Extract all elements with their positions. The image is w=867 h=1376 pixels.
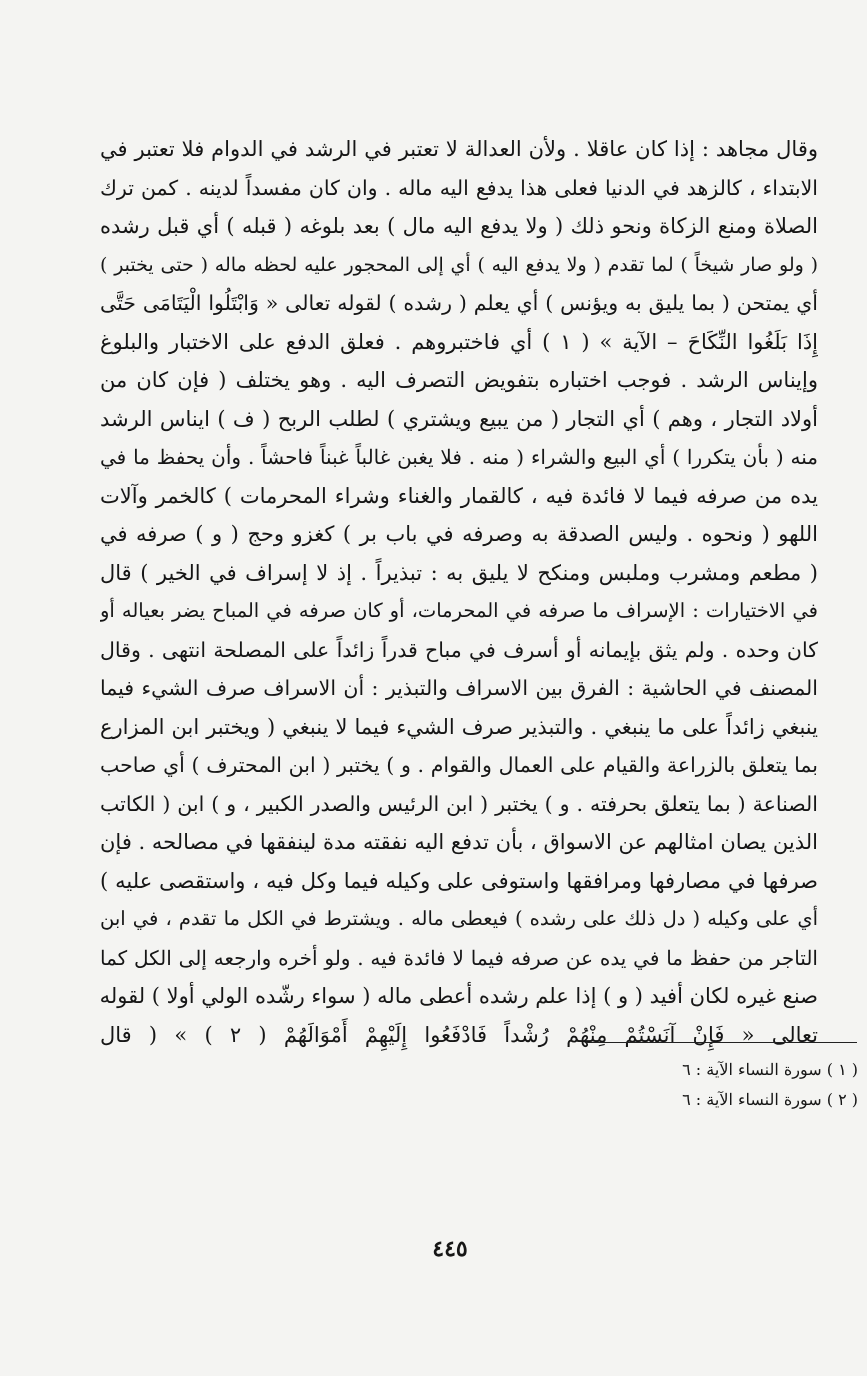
text-line: المصنف في الحاشية : الفرق بين الاسراف والتبذير : أن الاسراف صرف الشيء فيما bbox=[100, 676, 818, 700]
text-line: إِذَا بَلَغُوا النِّكَاحَ – الآية » ( ١ ) أي فاختبروهم . فعلق الدفع على الاختبار والبلوغ bbox=[100, 329, 818, 354]
text-line: أولاد التجار ، وهم ) أي التجار ( من يبيع ويشتري ) لطلب الربح ( ف ) ايناس الرشد bbox=[100, 406, 818, 431]
text-line: اللهو ( ونحوه . وليس الصدقة به وصرفه في باب بر ) كغزو وحج ( و ) صرفه في bbox=[100, 522, 818, 546]
text-line: الابتداء ، كالزهد في الدنيا فعلى هذا يدفع اليه ماله . وان كان مفسداً لدينه . كمن ترك bbox=[100, 175, 818, 200]
text-line: الصناعة ( بما يتعلق بحرفته . و ) يختبر ( ابن الرئيس والصدر الكبير ، و ) ابن ( الكاتب bbox=[100, 791, 818, 816]
text-line: بما يتعلق بالزراعة والقيام على العمال والقوام . و ) يختبر ( ابن المحترف ) أي صاحب bbox=[100, 753, 818, 777]
main-text-block bbox=[100, 130, 818, 1054]
text-line: ينبغي زائداً على ما ينبغي . والتبذير صرف الشيء فيما لا ينبغي ( ويختبر ابن المزارع bbox=[100, 714, 818, 739]
text-line: أي على وكيله ( دل ذلك على رشده ) فيعطى ماله . ويشترط في الكل ما تقدم ، في ابن bbox=[100, 907, 818, 930]
text-line: تعالى « فَإِنْ آنَسْتُمْ مِنْهُمْ رُشْداً فَادْفَعُوا إِلَيْهِمْ أَمْوَالَهُمْ ( ٢ ) » ( قال bbox=[100, 1022, 818, 1047]
text-line: الصلاة ومنع الزكاة ونحو ذلك ( ولا يدفع اليه مال ) بعد بلوغه ( قبله ) أي قبل رشده bbox=[100, 214, 818, 238]
text-line: الذين يصان امثالهم عن الاسواق ، بأن تدفع اليه نفقته مدة لينفقها في مصالحه . فإن bbox=[100, 830, 818, 854]
footnote-divider bbox=[585, 1042, 857, 1043]
text-line: صنع غيره لكان أفيد ( و ) إذا علم رشده أعطى ماله ( سواء رشّده الولي أولا ) لقوله bbox=[100, 984, 818, 1008]
text-line: في الاختيارات : الإسراف ما صرفه في المحرمات، أو كان صرفه في المباح يضر بعياله أو bbox=[100, 599, 818, 622]
footnote-1: ( ١ ) سورة النساء الآية : ٦ bbox=[682, 1060, 858, 1079]
text-line: أي يمتحن ( بما يليق به ويؤنس ) أي يعلم ( رشده ) لقوله تعالى « وَابْتَلُوا الْيَتَامَى حَتَّى bbox=[100, 291, 818, 315]
text-line: ( ولو صار شيخاً ) لما تقدم ( ولا يدفع اليه ) أي إلى المحجور عليه لحظه ماله ( حتى يختبر ) bbox=[100, 253, 818, 276]
text-line: يده من صرفه فيما لا فائدة فيه ، كالقمار والغناء وشراء المحرمات ) كالخمر وآلات bbox=[100, 483, 818, 508]
text-line: منه ( بأن يتكررا ) أي البيع والشراء ( منه . فلا يغبن غالباً غبناً فاحشاً . وأن يحفظ ما في bbox=[100, 445, 818, 469]
text-line: وإيناس الرشد . فوجب اختباره بتفويض التصرف اليه . وهو يختلف ( فإن كان من bbox=[100, 368, 818, 392]
text-line: وقال مجاهد : إذا كان عاقلا . ولأن العدالة لا تعتبر في الرشد في الدوام فلا تعتبر في bbox=[100, 137, 818, 161]
footnotes bbox=[560, 1055, 858, 1115]
page-number: ٤٤٥ bbox=[432, 1236, 468, 1262]
footnote-2: ( ٢ ) سورة النساء الآية : ٦ bbox=[682, 1090, 858, 1109]
text-line: ( مطعم ومشرب وملبس ومنكح لا يليق به : تبذيراً . إذ لا إسراف في الخير ) قال bbox=[100, 560, 818, 585]
text-line: التاجر من حفظ ما في يده عن صرفه فيما لا فائدة فيه . ولو أخره وارجعه إلى الكل كما bbox=[100, 945, 818, 970]
text-line: صرفها في مصارفها ومرافقها واستوفى على وكيله فيما وكل فيه ، واستقصى عليه ) bbox=[100, 868, 818, 893]
text-line: كان وحده . ولم يثق بإيمانه أو أسرف في مباح قدراً زائداً على المصلحة انتهى . وقال bbox=[100, 637, 818, 662]
